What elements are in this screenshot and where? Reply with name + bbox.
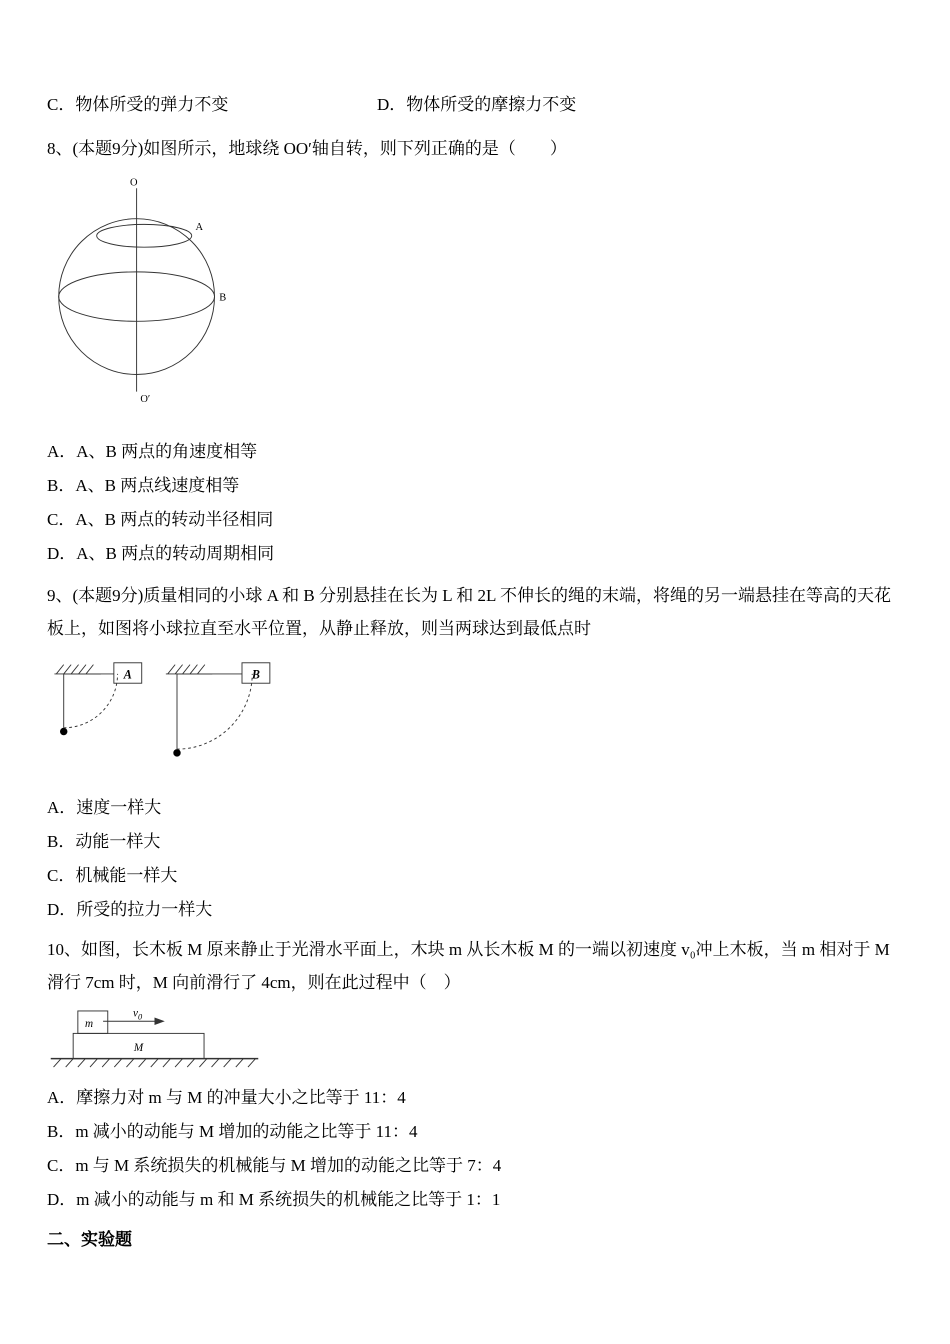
velocity-label-v: v	[133, 1007, 138, 1020]
q8-option-b: B．A、B 两点线速度相等	[47, 476, 240, 495]
ground-hatch-tick	[248, 1059, 255, 1067]
q9-option-b: B．动能一样大	[47, 832, 161, 851]
ground-hatch-tick	[175, 1059, 182, 1067]
trajectory-arc-a	[64, 674, 118, 728]
ground-hatch-tick	[224, 1059, 231, 1067]
hatch-tick	[190, 665, 197, 674]
q10-option-b: B．m 减小的动能与 M 增加的动能之比等于 11：4	[47, 1122, 418, 1141]
pendulum-drawing	[47, 653, 307, 771]
hatch-tick	[56, 665, 63, 674]
q8-stem: 8、(本题9分)如图所示，地球绕 OO′轴自转，则下列正确的是（ ）	[47, 139, 567, 158]
ground-hatch-tick	[102, 1059, 109, 1067]
pendulum-label-b: B	[251, 667, 260, 682]
q9-option-c: C．机械能一样大	[47, 866, 178, 885]
q9-options	[47, 797, 902, 921]
globe-label-o-bottom: O′	[140, 394, 151, 403]
q9-stem: 9、(本题9分)质量相同的小球 A 和 B 分别悬挂在长为 L 和 2L 不伸长的绳的末端，将绳的另一端悬挂在等高的天花板上，如图将小球拉直至水平位置，从静止释放，则当两球达到最低点时	[47, 586, 892, 638]
prev-option-c: C．物体所受的弹力不变	[47, 95, 229, 114]
ball-b	[173, 749, 180, 756]
q10-option-a: A．摩擦力对 m 与 M 的冲量大小之比等于 11：4	[47, 1088, 406, 1107]
hatch-tick	[168, 665, 175, 674]
ground-hatch-tick	[126, 1059, 133, 1067]
q8-option-a: A．A、B 两点的角速度相等	[47, 442, 258, 461]
ground-hatch-tick	[163, 1059, 170, 1067]
hatch-tick	[175, 665, 182, 674]
ground-hatch-tick	[139, 1059, 146, 1067]
ground-hatch-tick	[187, 1059, 194, 1067]
ground-hatch-tick	[54, 1059, 61, 1067]
ground-hatch-tick	[212, 1059, 219, 1067]
velocity-label	[133, 1008, 143, 1022]
q8-options	[47, 441, 902, 565]
pendulum-label-a: A	[123, 667, 132, 682]
q10-stem: 10、如图，长木板 M 原来静止于光滑水平面上，木块 m 从长木板 M 的一端以初速度 v₀冲上木板，当 m 相对于 M 滑行 7cm 时，M 向前滑行了 4cm，则在此过程中（ ）	[47, 940, 890, 992]
hatch-tick	[86, 665, 93, 674]
q10-options	[47, 1087, 902, 1211]
hatch-tick	[79, 665, 86, 674]
globe-label-b: B	[219, 292, 227, 304]
hatch-tick	[197, 665, 204, 674]
ground-hatch-tick	[66, 1059, 73, 1067]
hatch-tick	[71, 665, 78, 674]
q8-option-d: D．A、B 两点的转动周期相同	[47, 544, 275, 563]
ground-hatch-tick	[236, 1059, 243, 1067]
globe-label-o-top: O	[129, 177, 138, 189]
q8-figure-globe	[53, 175, 902, 403]
block-m-label: m	[85, 1017, 94, 1030]
trajectory-arc-b	[177, 674, 252, 749]
q9-option-a: A．速度一样大	[47, 798, 162, 817]
q10-figure-plank	[47, 1005, 902, 1073]
ground-hatch-tick	[199, 1059, 206, 1067]
ground-hatch-tick	[114, 1059, 121, 1067]
plank-m-label: M	[133, 1042, 144, 1055]
ground-hatch-tick	[78, 1059, 85, 1067]
hatch-tick	[64, 665, 71, 674]
q9-figure-pendulums	[47, 653, 902, 771]
velocity-label-sub: 0	[137, 1012, 143, 1022]
globe-drawing	[53, 175, 243, 403]
prev-question-options	[47, 94, 902, 116]
latitude-circle-a	[97, 224, 192, 247]
plank-drawing	[47, 1005, 262, 1073]
q8-option-c: C．A、B 两点的转动半径相同	[47, 510, 274, 529]
ball-a	[60, 728, 67, 735]
velocity-arrowhead	[155, 1018, 165, 1025]
hatch-tick	[183, 665, 190, 674]
q10-option-d: D．m 减小的动能与 m 和 M 系统损失的机械能之比等于 1：1	[47, 1190, 501, 1209]
section-2-heading: 二、实验题	[47, 1230, 132, 1249]
ground-hatch-tick	[90, 1059, 97, 1067]
globe-label-a: A	[195, 222, 204, 234]
ground-hatch-tick	[151, 1059, 158, 1067]
q10-option-c: C．m 与 M 系统损失的机械能与 M 增加的动能之比等于 7：4	[47, 1156, 502, 1175]
prev-option-d: D．物体所受的摩擦力不变	[377, 95, 577, 114]
q9-option-d: D．所受的拉力一样大	[47, 900, 213, 919]
